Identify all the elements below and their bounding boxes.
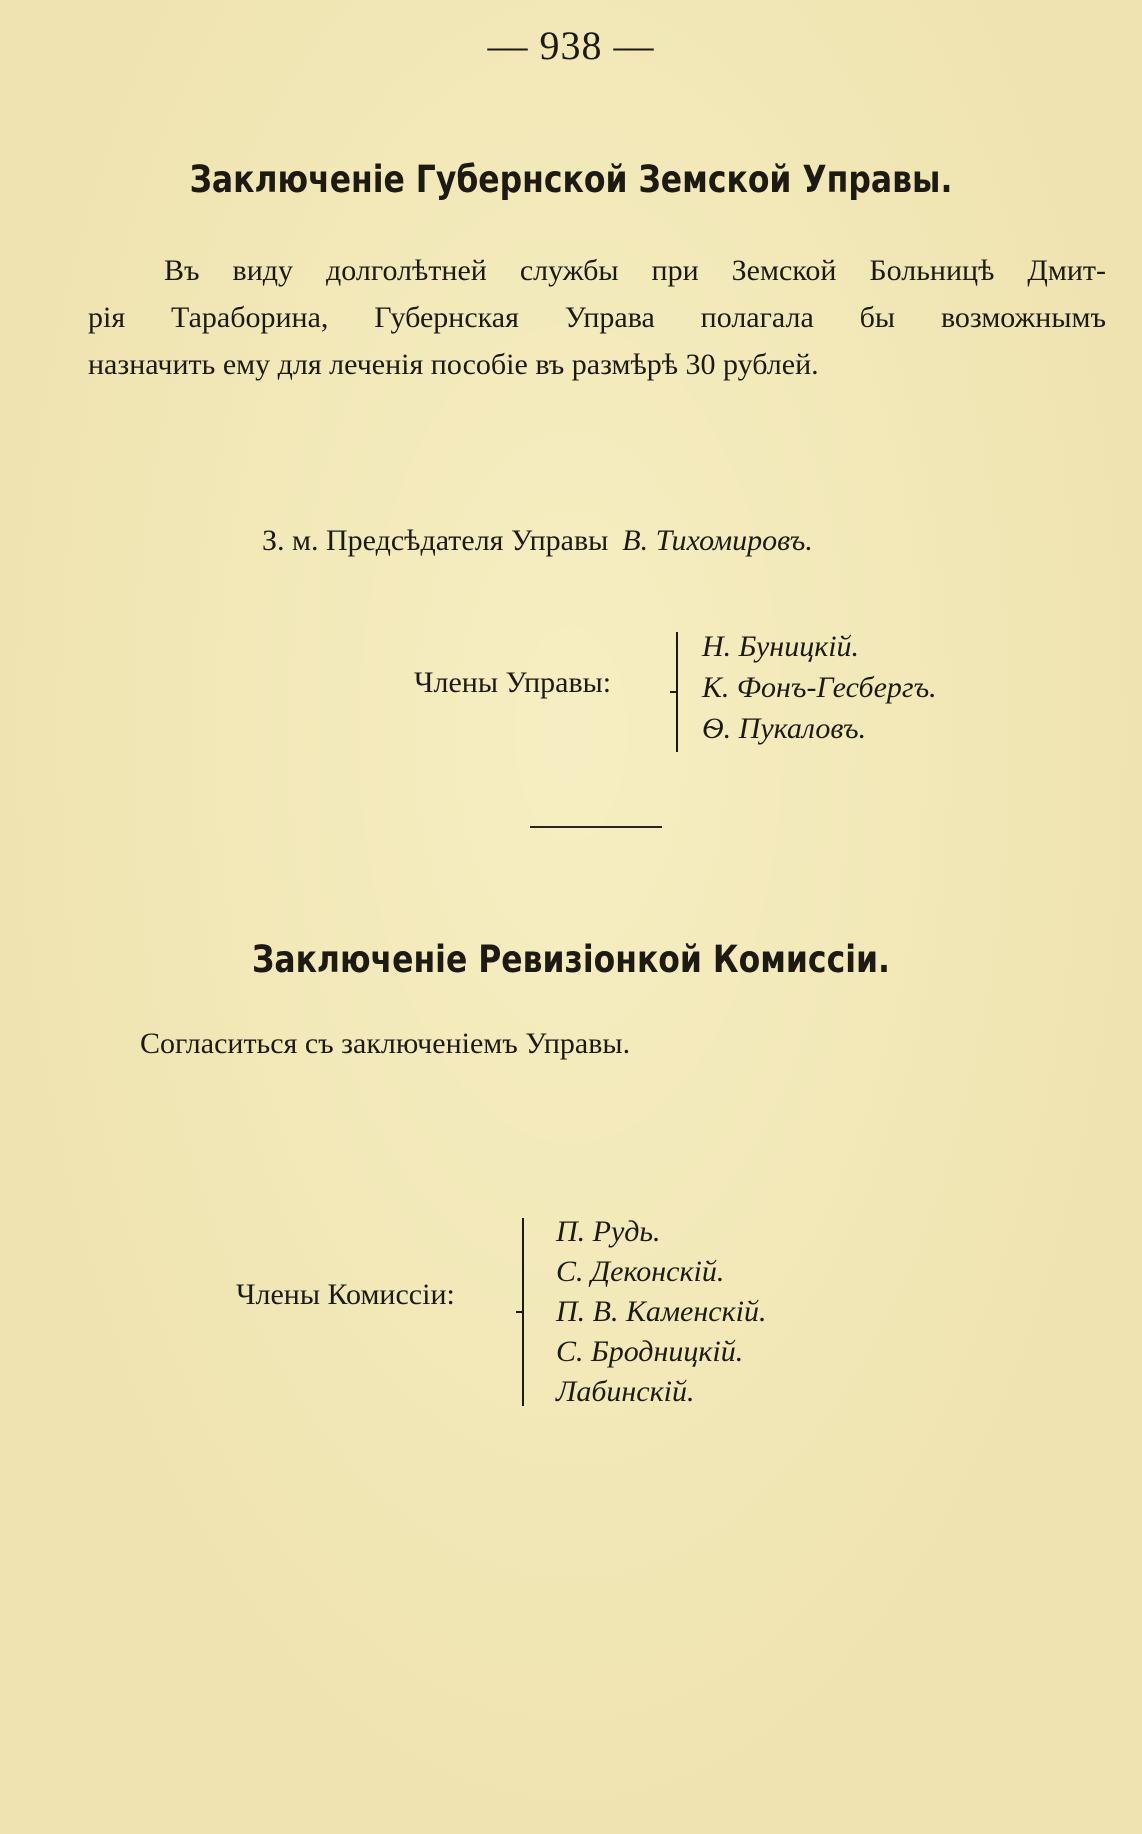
board-members-list (702, 626, 937, 749)
commission-conclusion-heading: Заключенiе Ревизiонкой Комиссiи. (251, 938, 890, 981)
member-name: С. Бродницкiй. (556, 1335, 744, 1368)
brace (522, 1218, 524, 1406)
member-name: Лабинскiй. (556, 1375, 695, 1408)
member-name: Н. Буницкiй. (702, 630, 860, 663)
page-number: — 938 — (487, 23, 655, 68)
member-name: Ѳ. Пукаловъ. (702, 712, 867, 745)
paragraph-line: назначить ему для леченiя пособiе въ размѣрѣ 30 рублей. (88, 348, 819, 381)
commission-members-list (556, 1212, 766, 1412)
commission-members-label: Члены Комиссiи: (236, 1278, 455, 1311)
chair-signature: В. Тихомировъ. (622, 524, 813, 557)
paragraph-line: Согласиться съ заключенiемъ Управы. (140, 1027, 631, 1060)
paragraph-line: рiя Тараборина, Губернская Управа полагала бы возможнымъ (88, 301, 1106, 334)
chair-signature-line (262, 524, 813, 558)
chair-label: З. м. Предсѣдателя Управы (262, 524, 609, 557)
board-conclusion-heading: Заключенiе Губернской Земской Управы. (189, 158, 953, 201)
member-name: С. Деконскiй. (556, 1255, 725, 1288)
paragraph-line: Въ виду долголѣтней службы при Земской Больницѣ Дмит- (164, 254, 1106, 287)
member-name: К. Фонъ-Гесбергъ. (702, 671, 937, 704)
brace (676, 632, 678, 752)
section-divider (530, 826, 662, 828)
board-conclusion-paragraph (88, 247, 1106, 388)
member-name: П. Рудь. (556, 1215, 661, 1248)
board-members-label: Члены Управы: (414, 666, 612, 699)
commission-conclusion-paragraph (140, 1020, 1040, 1067)
member-name: П. В. Каменскiй. (556, 1295, 767, 1328)
